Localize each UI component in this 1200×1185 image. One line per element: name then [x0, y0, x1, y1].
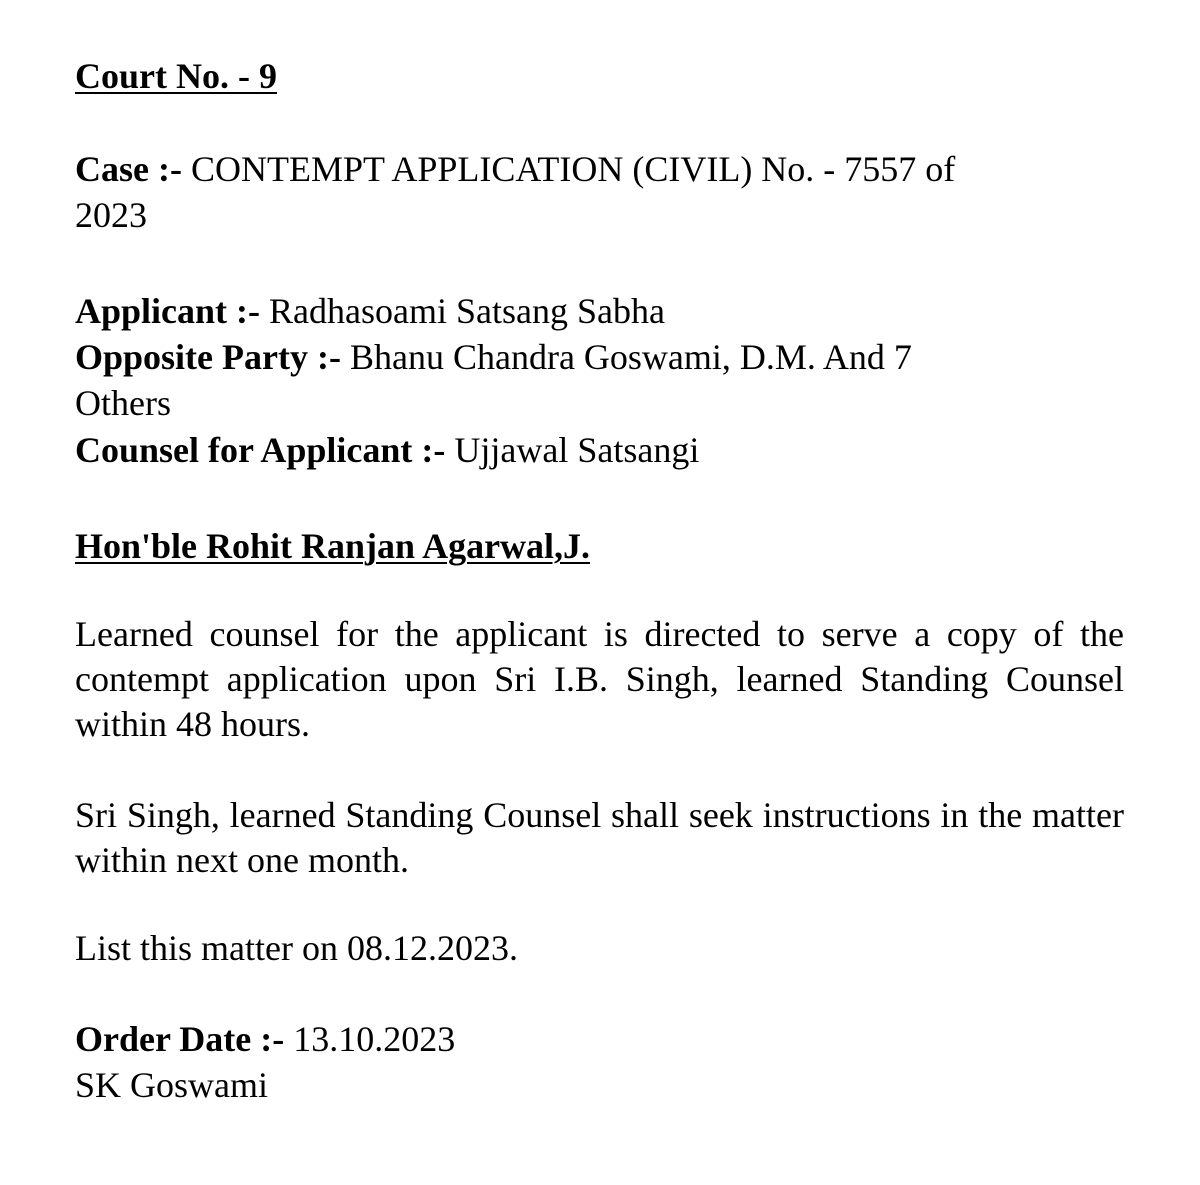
- counsel-line: [75, 428, 699, 473]
- applicant-line: [75, 289, 665, 334]
- order-date-label: Order Date :-: [75, 1019, 294, 1059]
- opposite-party-value: Bhanu Chandra Goswami, D.M. And 7: [349, 337, 912, 377]
- court-number: Court No. - 9: [75, 56, 277, 96]
- opposite-party-label: Opposite Party :-: [75, 337, 350, 377]
- counsel-label: Counsel for Applicant :-: [75, 430, 455, 470]
- opposite-party-value-continued: Others: [75, 383, 171, 423]
- order-paragraph-3: List this matter on 08.12.2023.: [75, 928, 518, 968]
- applicant-value: Radhasoami Satsang Sabha: [269, 291, 665, 331]
- case-line: [75, 147, 955, 192]
- case-label: Case :-: [75, 149, 191, 189]
- order-paragraph-2: Sri Singh, learned Standing Counsel shall seek instructions in the matter within next one month.: [75, 795, 1124, 880]
- order-paragraph-1: Learned counsel for the applicant is directed to serve a copy of the contempt application upon Sri I.B. Singh, learned Standing Counsel within 48 hours.: [75, 614, 1124, 744]
- case-value: CONTEMPT APPLICATION (CIVIL) No. - 7557 of: [190, 149, 956, 189]
- applicant-label: Applicant :-: [75, 291, 270, 331]
- counsel-value: Ujjawal Satsangi: [454, 430, 700, 470]
- order-date-value: 13.10.2023: [293, 1019, 456, 1059]
- signatory: SK Goswami: [75, 1065, 269, 1105]
- order-date-line: [75, 1017, 455, 1062]
- judge-name: Hon'ble Rohit Ranjan Agarwal,J.: [75, 526, 591, 566]
- opposite-party-line: [75, 335, 912, 380]
- case-value-continued: 2023: [75, 195, 147, 235]
